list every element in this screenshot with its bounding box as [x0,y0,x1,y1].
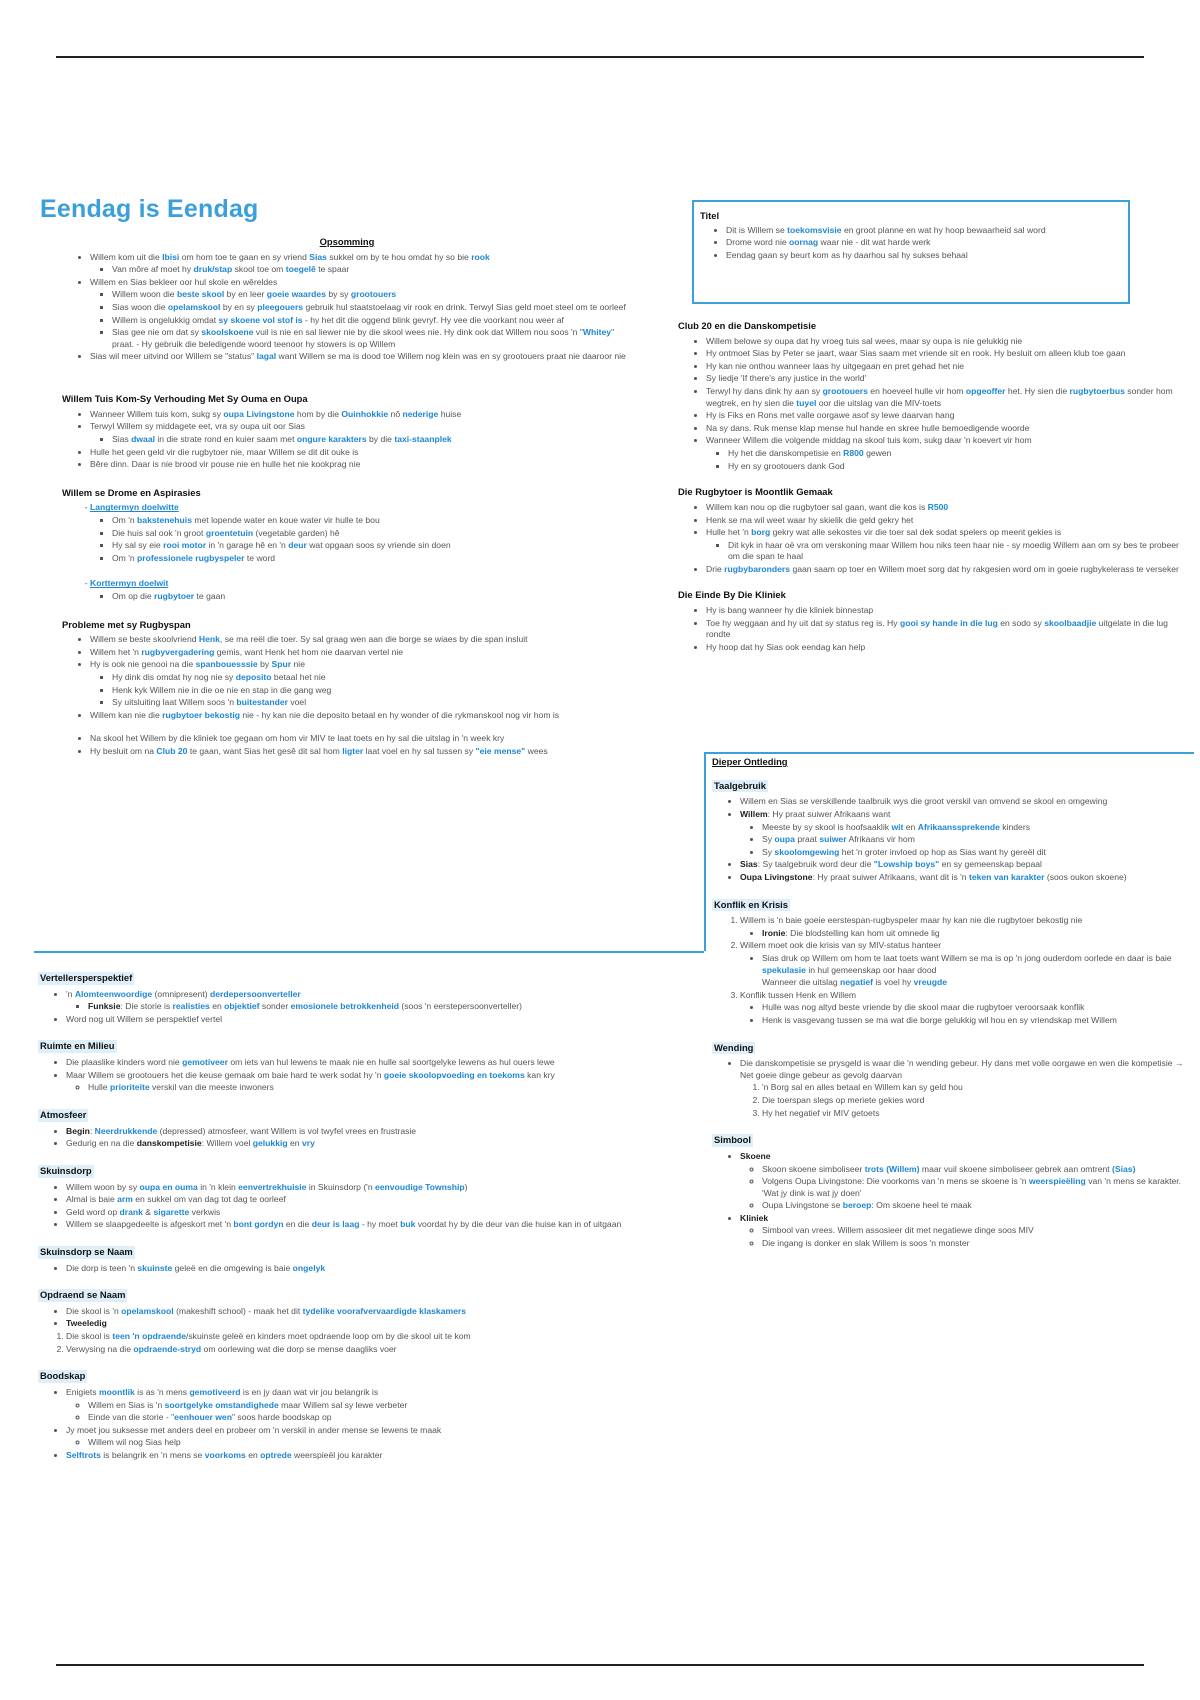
dieper-top-line [704,752,1194,754]
list-item: • Wanneer Willem tuis kom, sukg sy oupa Livingstone hom by die Ouinhokkie nô nederige huise [90,409,632,421]
list-item: • Hulle het geen geld vir die rugbytoer nie, maar Willem se dit dit ouke is [90,447,632,459]
list-item: ◦ Hulle prioriteite verskil van die meeste inwoners [88,1082,698,1094]
list-item: • Sy oupa praat suiwer Afrikaans vir hom [762,834,1190,846]
titel-section [698,208,1118,262]
right-upper-column [678,306,1188,655]
list-item: Wanneer die uitslag negatief is voel hy vreugde [762,977,948,988]
wending-heading: Wending [714,1041,754,1053]
list-item: ◦ Willem wil nog Sias help [88,1437,698,1449]
list-item: • Willem se beste skoolvriend Henk, se ma reël die toer. Sy sal graag wen aan die borge se wiaes by die span insluit [90,634,632,646]
list-item: ▪ Dit kyk in haar oë vra om verskoning maar Willem hou niks teen haar nie - sy moedig Willem aan om sy bes te probeer om die span te haal [728,540,1188,563]
list-item: ◦ Skoon skoene simboliseer trots (Willem) maar vuil skoene simboliseer gebrek aan omtrent (Sias) [762,1164,1190,1176]
list-item: ◦ Oupa Livingstone se beroep: Om skoene heel te maak [762,1200,1190,1212]
list-item: • Hy is ook nie genooi na die spanbouesssie by Spur nie ▪ Hy dink dis omdat hy nog nie sy deposito betaal het nie ▪ Henk kyk Willem nie in die oe nie en stap in die gang weg ▪ Sy uitsluiting laat Willem soos 'n buitestander voel [90,659,632,708]
verhouding-heading: Willem Tuis Kom-Sy Verhouding Met Sy Ouma en Oupa [62,393,308,405]
konflik-heading: Konflik en Krisis [714,898,788,910]
list-item: • Word nog uit Willem se perspektief vertel [66,1014,698,1026]
list-item: ▪ Sias gee nie om dat sy skoolskoene vuil is nie en sal liewer nie by die skool wees nie. Hy dink ook dat Willem nou soos 'n "Whitey" praat. - Hy gebruik die beledigende woord teenoor hy stowers is op Willem [112,327,632,350]
list-item: • Meeste by sy skool is hoofsaaklik wit en Afrikaanssprekende kinders [762,822,1190,834]
list-item: 2. Die toerspan slegs op meriete gekies word [762,1095,1190,1107]
list-item: ▪ Willem is ongelukkig omdat sy skoene vol stof is - hy het dit die oggend blink gevryf. Hy vee die voorkant nou weer af [112,315,632,327]
list-item: • Na skool het Willem by die kliniek toe gegaan om hom vir MIV te laat toets en hy sal die uitslag in 'n week kry [90,733,632,745]
list-item: • Hy besluit om na Club 20 te gaan, want Sias het gesê dit sal hom ligter laat voel en hy sal tussen sy "eie mense" wees [90,746,632,758]
list-item: • 'n Alomteenwoordige (omnipresent) derdepersoonverteller ▪ Funksie: Die storie is realisties en objektief sonder emosionele betrokkenheid (soos 'n eerstepersoonverteller) [66,989,698,1013]
list-item: 2. Verwysing na die opdraende-stryd om oorlewing wat die dorp se mense daagliks voer [66,1344,698,1356]
section-divider-line [34,951,704,953]
ruimte-heading: Ruimte en Milieu [40,1040,115,1052]
list-item: • Willem kom uit die Ibisi om hom toe te gaan en sy vriend Sias sukkel om by te hou omdat hy so bie rook ▪ Van môre af moet hy druk/stap skool toe om toegelê te spaar [90,252,632,276]
list-item: ◦ Volgens Oupa Livingstone: Die voorkoms van 'n mens se skoene is 'n weerspieëling van 'n mens se karakter. 'Wat jy dink is wat jy doen' [762,1176,1190,1199]
list-item: • Willem en Sias se verskillende taalbruik wys die groot verskil van omvend se skool en omgewing [740,796,1190,808]
simbool-heading: Simbool [714,1134,751,1146]
list-item: 1. 'n Borg sal en alles betaal en Willem kan sy geld hou [762,1082,1190,1094]
list-item: • Sias druk op Willem om hom te laat toets want Willem se ma is op 'n jong ouderdom oorlede en daar is baie spekulasie in hul gemeenskap oor haar dood [762,953,1190,976]
list-item: • Wanneer Willem die volgende middag na skool tuis kom, sukg daar 'n koevert vir hom ▪ Hy het die danskompetisie en R800 gewen ▪ Hy en sy grootouers dank God [706,435,1188,472]
list-item: ▪ Henk kyk Willem nie in die oe nie en stap in die gang weg [112,685,632,697]
list-item: • Willem: Hy praat suiwer Afrikaans want • Meeste by sy skool is hoofsaaklik wit en Afrikaanssprekende kinders • Sy oupa praat suiwer Afrikaans vir hom • Sy skoolomgewing het 'n groter invloed op hop as Sias want hy gereël dit [740,809,1190,858]
list-item: ◦ Die ingang is donker en slak Willem is soos 'n monster [762,1238,1190,1250]
list-item: ▪ Om 'n bakstenehuis met lopende water en koue water vir hulle te bou [112,515,632,527]
list-item: ▪ Funksie: Die storie is realisties en objektief sonder emosionele betrokkenheid (soos 'n eerstepersoonverteller) [88,1001,698,1013]
list-item: • Hy hoop dat hy Sias ook eendag kan help [706,642,1188,654]
list-item: - Langtermyn doelwitte ▪ Om 'n bakstenehuis met lopende water en koue water vir hulle te bou ▪ Die huis sal ook 'n groot groentetuin (vegetable garden) hê ▪ Hy sal sy eie rooi motor in 'n garage hê en 'n deur wat opgaan soos sy vriende sin doen ▪ Om 'n professionele rugbyspeler te word [90,502,632,564]
dieper-column [712,756,1190,1251]
dieper-heading: Dieper Ontleding [712,756,788,767]
list-item: • Tweeledig [66,1318,698,1330]
list-item: ▪ Hy en sy grootouers dank God [728,461,1188,473]
list-item: - Korttermyn doelwit ▪ Om op die rugbytoer te gaan [90,578,632,602]
list-item: • Kliniek ◦ Simbool van vrees. Willem assosieer dit met negatiewe dinge soos MIV ◦ Die ingang is donker en slak Willem is soos 'n monster [740,1213,1190,1250]
list-item: • Jy moet jou suksesse met anders deel en probeer om 'n verskil in ander mense se lewens te maak ◦ Willem wil nog Sias help [66,1425,698,1449]
list-item: • Dit is Willem se toekomsvisie en groot planne en wat hy hoop bewaarheid sal word [726,225,1118,237]
list-item: • Hy ontmoet Sias by Peter se jaart, waar Sias saam met vriende sit en rook. Hy besluit om alleen klub toe gaan [706,348,1188,360]
skuinsdorp-heading: Skuinsdorp [40,1164,92,1176]
list-item: • Enigiets moontlik is as 'n mens gemotiveerd is en jy daan wat vir jou belangrik is ◦ Willem en Sias is 'n soortgelyke omstandighede maar Willem sal sy lewe verbeter ◦ Einde van die storie - "eenhouer wen" soos harde boodskap op [66,1387,698,1424]
list-item: • Toe hy weggaan and hy uit dat sy status reg is. Hy gooi sy hande in die lug en sodo sy skoolbaadjie uitgelate in die lug rondte [706,618,1188,641]
probleme-heading: Probleme met sy Rugbyspan [62,618,191,630]
list-item: • Willem woon by sy oupa en ouma in 'n klein eenvertrekhuisie in Skuinsdorp ('n eenvoudige Township) [66,1182,698,1194]
list-item: • Hy is bang wanneer hy die kliniek binnestap [706,605,1188,617]
taal-heading: Taalgebruik [714,779,766,791]
list-item: • Almal is baie arm en sukkel om van dag tot dag te oorleef [66,1194,698,1206]
list-item: ▪ Hy het die danskompetisie en R800 gewen [728,448,1188,460]
list-item: • Skoene ◦ Skoon skoene simboliseer trots (Willem) maar vuil skoene simboliseer gebrek aan omtrent (Sias) ◦ Volgens Oupa Livingstone: Die voorkoms van 'n mens se skoene is 'n weerspieëling van 'n mens se karakter. 'Wat jy dink is wat jy doen' ◦ Oupa Livingstone se beroep: Om skoene heel te maak [740,1151,1190,1212]
list-item: ▪ Sy uitsluiting laat Willem soos 'n buitestander voel [112,697,632,709]
list-item: • Sy liedje 'If there's any justice in the world' [706,373,1188,385]
list-item: • Terwyl hy dans dink hy aan sy grootouers en hoeveel hulle vir hom opgeoffer het. Hy sien die rugbytoerbus sonder hom wegtrek, en hy sien die tuyel oor die uitslag van die MIV-toets [706,386,1188,409]
list-item: ▪ Hy dink dis omdat hy nog nie sy deposito betaal het nie [112,672,632,684]
list-item: • Die skool is 'n opelamskool (makeshift school) - maak het dit tydelike voorafvervaardigde klaskamers [66,1306,698,1318]
list-item: ◦ Simbool van vrees. Willem assosieer dit met negatiewe dinge soos MIV [762,1225,1190,1237]
list-item: ◦ Willem en Sias is 'n soortgelyke omstandighede maar Willem sal sy lewe verbeter [88,1400,698,1412]
section-divider-vertical [704,752,706,951]
list-item: • Bêre dinn. Daar is nie brood vir pouse nie en hulle het nie kookprag nie [90,459,632,471]
list-item: • Maar Willem se grootouers het die keuse gemaak om baie hard te werk sodat hy 'n goeie skoolopvoeding en toekoms kan kry ◦ Hulle prioriteite verskil van die meeste inwoners [66,1070,698,1094]
list-item: ▪ Willem woon die beste skool by en leer goeie waardes by sy grootouers [112,289,632,301]
list-item: • Geld word op drank & sigarette verkwis [66,1207,698,1219]
left-upper-column [62,232,632,759]
list-item: • Hulle het 'n borg gekry wat alle sekostes vir die toer sal dek sodat spelers op meent gekies is ▪ Dit kyk in haar oë vra om verskoning maar Willem hou niks teen haar nie - sy moedig Willem aan om sy bes te probeer om die span te haal [706,527,1188,563]
list-item: • Willem het 'n rugbyvergadering gemis, want Henk het hom nie daarvan vertel nie [90,647,632,659]
list-item: ▪ Die huis sal ook 'n groot groentetuin (vegetable garden) hê [112,528,632,540]
list-item: ▪ Sias woon die opelamskool by en sy pleegouers gebruik hul staatstoelaag vir rook en drink. Terwyl Sias geld moet steel om te oorleef [112,302,632,314]
list-item: • Sy skoolomgewing het 'n groter invloed op hop as Sias want hy gereël dit [762,847,1190,859]
einde-heading: Die Einde By Die Kliniek [678,589,786,601]
top-rule [56,56,1144,58]
list-item: 1. Die skool is teen 'n opdraende/skuinste geleë en kinders moet opdraende loop om by die skool uit te kom [66,1331,698,1343]
list-item: ▪ Sias dwaal in die strate rond en kuier saam met ongure karakters by die taxi-staanplek [112,434,632,446]
list-item: • Willem se slaapgedeelte is afgeskort met 'n bont gordyn en die deur is laag - hy moet buk voordat hy by die deur van die huise kan in of uitgaan [66,1219,698,1231]
list-item: • Ironie: Die blodstelling kan hom uit omnede lig [762,928,1190,940]
list-item: • Hy kan nie onthou wanneer laas hy uitgegaan en pret gehad het nie [706,361,1188,373]
drome-heading: Willem se Drome en Aspirasies [62,486,201,498]
list-item: • Willem en Sias bekleer oor hul skole en wêreldes ▪ Willem woon die beste skool by en leer goeie waardes by sy grootouers ▪ Sias woon die opelamskool by en sy pleegouers gebruik hul staatstoelaag vir rook en drink. Terwyl Sias geld moet steel om te oorleef ▪ Willem is ongelukkig omdat sy skoene vol stof is - hy het dit die oggend blink gevryf. Hy vee die voorkant nou weer af ▪ Sias gee nie om dat sy skoolskoene vuil is nie en sal liewer nie by die skool wees nie. Hy dink ook dat Willem nou soos 'n "Whitey" praat. - Hy gebruik die beledigende woord teenoor hy stowers is op Willem [90,277,632,351]
skuins-naam-heading: Skuinsdorp se Naam [40,1245,133,1257]
club20-heading: Club 20 en die Danskompetisie [678,320,817,331]
list-item: • Henk is vasgevang tussen se ma wat die borge gelukkig wil hou en sy vriendskap met Willem [762,1015,1190,1027]
document-title: Eendag is Eendag [40,195,259,223]
list-item: • Willem belowe sy oupa dat hy vroeg tuis sal wees, maar sy oupa is nie gelukkig nie [706,336,1188,348]
opsomming-heading: Opsomming [319,236,375,247]
list-item: 3. Konflik tussen Henk en Willem • Hulle was nog altyd beste vriende by die skool maar die rugbytoer veroorsaak konflik • Henk is vasgevang tussen se ma wat die borge gelukkig wil hou en sy vriendskap met Willem [740,990,1190,1027]
list-item: • Terwyl Willem sy middagete eet, vra sy oupa uit oor Sias ▪ Sias dwaal in die strate rond en kuier saam met ongure karakters by die taxi-staanplek [90,421,632,445]
list-item: ▪ Om op die rugbytoer te gaan [112,591,632,603]
list-item: • Die dorp is teen 'n skuinste geleë en die omgewing is baie ongelyk [66,1263,698,1275]
list-item: • Hulle was nog altyd beste vriende by die skool maar die rugbytoer veroorsaak konflik [762,1002,1190,1014]
moontlik-heading: Die Rugbytoer is Moontlik Gemaak [678,486,833,498]
list-item: ◦ Einde van die storie - "eenhouer wen" soos harde boodskap op [88,1412,698,1424]
list-item: • Drie rugbybaronders gaan saam op toer en Willem moet sorg dat hy rakgesien word om in goeie rugbykelerass te verseker [706,564,1188,576]
list-item: • Sias: Sy taalgebruik word deur die "Lowship boys" en sy gemeenskap bepaal [740,859,1190,871]
list-item: • Drome word nie oornag waar nie - dit wat harde werk [726,237,1118,249]
atmosfeer-heading: Atmosfeer [40,1108,87,1120]
list-item: ▪ Hy sal sy eie rooi motor in 'n garage hê en 'n deur wat opgaan soos sy vriende sin doen [112,540,632,552]
list-item: • Hy is Fiks en Rons met valle oorgawe asof sy lewe daarvan hang [706,410,1188,422]
list-item: ▪ Van môre af moet hy druk/stap skool toe om toegelê te spaar [112,264,632,276]
opdraend-heading: Opdraend se Naam [40,1289,126,1301]
bottom-rule [56,1664,1144,1666]
list-item: • Henk se ma wil weet waar hy skielik die geld gekry het [706,515,1188,527]
list-item: • Sias wil meer uitvind oor Willem se "status" lagal want Willem se ma is dood toe Willem nog klein was en sy grootouers praat nie daaroor nie [90,351,632,363]
verteller-heading: Vertellersperspektief [40,972,133,983]
list-item: • Die plaaslike kinders word nie gemotiveer om iets van hul lewens te maak nie en hulle sal soortgelyke lewens as hul ouers lewe [66,1057,698,1069]
list-item: 1. Willem is 'n baie goeie eerstespan-rugbyspeler maar hy kan nie die rugbytoer bekostig nie • Ironie: Die blodstelling kan hom uit omnede lig [740,915,1190,939]
list-item: • Oupa Livingstone: Hy praat suiwer Afrikaans, want dit is 'n teken van karakter (soos oukon skoene) [740,872,1190,884]
list-item: 3. Hy het negatief vir MIV getoets [762,1108,1190,1120]
list-item: • Begin: Neerdrukkende (depressed) atmosfeer, want Willem is vol twyfel vrees en frustrasie [66,1126,698,1138]
boodskap-heading: Boodskap [40,1370,86,1382]
list-item: • Selftrots is belangrik en 'n mens se voorkoms en optrede weerspieël jou karakter [66,1450,698,1462]
list-item: 2. Willem moet ook die krisis van sy MIV-status hanteer • Sias druk op Willem om hom te laat toets want Willem se ma is op 'n jong ouderdom oorlede en daar is baie spekulasie in hul gemeenskap oor haar dood Wanneer die uitslag negatief is voel hy vreugde [740,940,1190,988]
list-item: • Na sy dans. Ruk mense klap mense hul hande en skree hulle bemoedigende woorde [706,423,1188,435]
list-item: ▪ Om 'n professionele rugbyspeler te word [112,553,632,565]
list-item: • Gedurig en na die danskompetisie: Willem voel gelukkig en vry [66,1138,698,1150]
titel-heading: Titel [700,210,720,221]
list-item: • Willem kan nie die rugbytoer bekostig nie - hy kan nie die deposito betaal en hy wonder of die rykmanskool nog vir hom is [90,710,632,722]
left-lower-column [38,958,698,1462]
list-item: • Die danskompetisie se prysgeld is waar die 'n wending gebeur. Hy dans met volle oorgawe en wen die kompetisie → Net goeie dinge gebeur as gevolg daarvan 1. 'n Borg sal en alles betaal en Willem kan sy geld hou 2. Die toerspan slegs op meriete gekies word 3. Hy het negatief vir MIV getoets [740,1058,1190,1119]
list-item: • Willem kan nou op die rugbytoer sal gaan, want die kos is R500 [706,502,1188,514]
list-item: • Eendag gaan sy beurt kom as hy daarhou sal hy sukses behaal [726,250,1118,262]
